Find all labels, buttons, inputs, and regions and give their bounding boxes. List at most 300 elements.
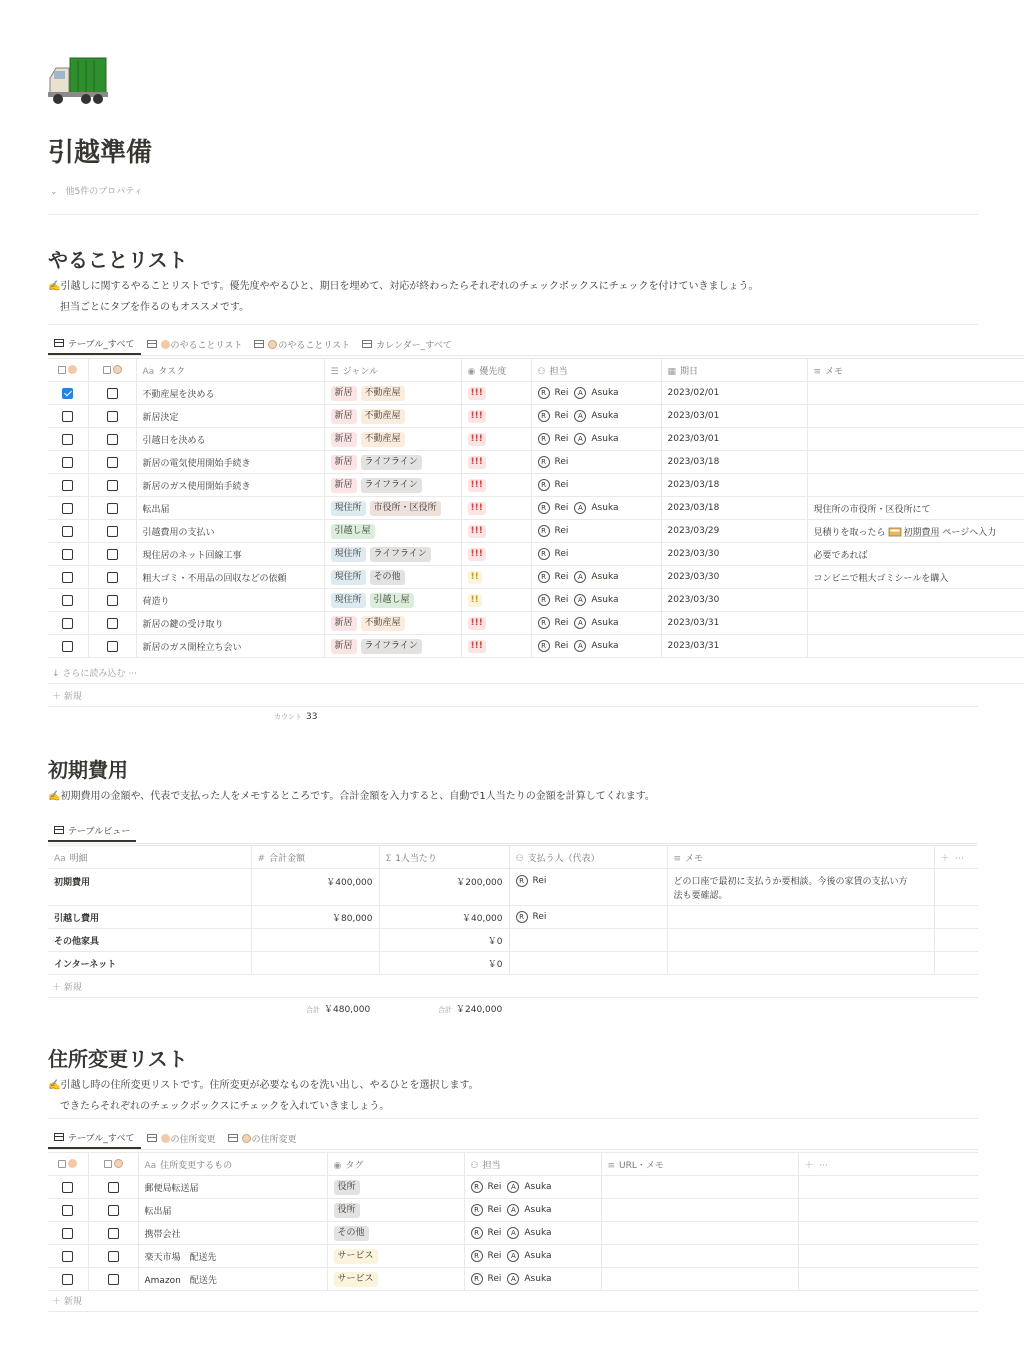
url-cell[interactable] [601,1268,798,1291]
table-row[interactable] [48,635,1024,658]
check-cell[interactable] [88,405,136,428]
tag[interactable]: 役所 [334,1180,360,1195]
per-person-cell[interactable]: ￥200,000 [379,869,509,906]
table-row[interactable] [48,1199,978,1222]
table-row[interactable] [48,428,1024,451]
check-cell[interactable] [48,382,88,405]
memo-cell[interactable] [667,906,934,929]
tag[interactable]: 新居 [331,455,357,470]
checkbox[interactable] [107,411,118,422]
owner-cell[interactable] [464,1245,601,1268]
tag-col-header[interactable]: ◉ タグ [327,1153,464,1176]
task-cell[interactable]: 現住居のネット回線工事 [136,543,324,566]
tag-cell[interactable] [327,1222,464,1245]
tag[interactable]: 引越し屋 [370,593,414,608]
check-cell[interactable] [48,474,88,497]
tag[interactable]: 不動産屋 [361,409,405,424]
checkbox[interactable] [62,1228,73,1239]
table-row[interactable] [48,952,978,975]
checkbox[interactable] [107,549,118,560]
per-person-cell[interactable]: ￥0 [379,952,509,975]
item-cell[interactable]: 楽天市場 配送先 [138,1245,327,1268]
memo-cell[interactable] [807,520,1024,543]
address-tab-1[interactable] [141,1127,222,1149]
check-cell[interactable] [48,1199,88,1222]
person-rei[interactable] [538,594,569,606]
url-cell[interactable] [601,1222,798,1245]
tag[interactable]: ライフライン [370,547,431,562]
priority-cell[interactable] [461,428,531,451]
tag[interactable]: 現住所 [331,593,366,608]
check-cell[interactable] [88,1222,138,1245]
person-asuka[interactable] [574,571,618,583]
check-cell[interactable] [48,543,88,566]
tag-cell[interactable] [327,1199,464,1222]
person-asuka[interactable] [574,617,618,629]
person-asuka[interactable] [507,1250,551,1262]
payer-cell[interactable] [509,906,667,929]
add-column-header[interactable] [798,1153,978,1176]
person-asuka[interactable] [574,387,618,399]
tag[interactable]: サービス [334,1249,378,1264]
checkbox[interactable] [107,641,118,652]
add-column-header[interactable] [934,846,978,869]
table-row[interactable] [48,451,1024,474]
checkbox[interactable] [107,434,118,445]
date-cell[interactable]: 2023/03/30 [661,543,807,566]
person-rei[interactable] [538,433,569,445]
person-asuka[interactable] [507,1273,551,1285]
owner-cell[interactable] [531,474,661,497]
genre-cell[interactable] [324,520,461,543]
table-row[interactable] [48,566,1024,589]
memo-cell[interactable] [667,869,934,906]
person-rei[interactable] [538,571,569,583]
payer-cell[interactable] [509,952,667,975]
owner-cell[interactable] [531,497,661,520]
checkbox[interactable] [62,434,73,445]
item-cell[interactable]: 引越し費用 [48,906,251,929]
checkbox[interactable] [62,388,73,399]
per-person-cell[interactable]: ￥0 [379,929,509,952]
memo-cell[interactable] [807,451,1024,474]
check-cell[interactable] [88,635,136,658]
owner-cell[interactable] [531,589,661,612]
memo-col-header[interactable]: ≡ メモ [807,359,1024,382]
task-cell[interactable]: 引越日を決める [136,428,324,451]
check-cell[interactable] [48,1245,88,1268]
check-col-header-2[interactable] [88,359,136,382]
checkbox[interactable] [62,457,73,468]
owner-cell[interactable] [464,1199,601,1222]
memo-cell[interactable] [807,612,1024,635]
item-cell[interactable]: インターネット [48,952,251,975]
table-row[interactable] [48,543,1024,566]
item-col-header[interactable]: Aa 住所変更するもの [138,1153,327,1176]
tag[interactable]: 不動産屋 [361,386,405,401]
checkbox[interactable] [108,1251,119,1262]
more-icon[interactable]: ··· [819,1160,828,1171]
address-tab-2[interactable] [222,1127,303,1149]
priority-cell[interactable] [461,497,531,520]
date-cell[interactable]: 2023/03/31 [661,612,807,635]
memo-cell[interactable] [807,543,1024,566]
genre-cell[interactable] [324,497,461,520]
date-col-header[interactable]: ▦ 期日 [661,359,807,382]
task-cell[interactable]: 不動産屋を決める [136,382,324,405]
task-cell[interactable]: 粗大ゴミ・不用品の回収などの依頼 [136,566,324,589]
date-cell[interactable]: 2023/03/29 [661,520,807,543]
cost-new-button[interactable]: ＋ 新規 [52,983,82,993]
table-row[interactable] [48,382,1024,405]
tag[interactable]: 役所 [334,1203,360,1218]
tag[interactable]: 新居 [331,432,357,447]
properties-toggle[interactable]: ⌄ 他5件のプロパティ [50,187,143,197]
payer-cell[interactable] [509,869,667,906]
person-asuka[interactable] [574,594,618,606]
url-cell[interactable] [601,1199,798,1222]
check-cell[interactable] [48,520,88,543]
priority-cell[interactable] [461,566,531,589]
date-cell[interactable]: 2023/03/31 [661,635,807,658]
table-row[interactable] [48,906,978,929]
checkbox[interactable] [62,549,73,560]
genre-cell[interactable] [324,612,461,635]
tag[interactable]: 新居 [331,616,357,631]
url-col-header[interactable]: ≡ URL・メモ [601,1153,798,1176]
task-cell[interactable]: 新居の鍵の受け取り [136,612,324,635]
memo-cell[interactable] [807,566,1024,589]
sum-per-person[interactable]: 合計 ￥240,000 [438,1005,503,1015]
task-cell[interactable]: 荷造り [136,589,324,612]
checkbox[interactable] [108,1228,119,1239]
task-cell[interactable]: 新居の電気使用開始手続き [136,451,324,474]
total-cell[interactable] [251,929,379,952]
tag[interactable]: 不動産屋 [361,616,405,631]
total-cell[interactable]: ￥400,000 [251,869,379,906]
check-cell[interactable] [88,1199,138,1222]
tag[interactable]: 市役所・区役所 [370,501,441,516]
todo-new-button[interactable]: ＋ 新規 [52,692,82,702]
person-rei[interactable] [538,525,569,537]
owner-cell[interactable] [464,1222,601,1245]
check-cell[interactable] [88,497,136,520]
date-cell[interactable]: 2023/02/01 [661,382,807,405]
priority-cell[interactable] [461,635,531,658]
payer-cell[interactable] [509,929,667,952]
address-new-button[interactable]: ＋ 新規 [52,1297,82,1307]
checkbox[interactable] [108,1205,119,1216]
owner-cell[interactable] [531,635,661,658]
payer-col-header[interactable]: ⚇ 支払う人（代表） [509,846,667,869]
priority-cell[interactable] [461,612,531,635]
check-cell[interactable] [48,1268,88,1291]
tab-table-view[interactable]: テーブルビュー [48,820,136,842]
person-rei[interactable] [538,456,569,468]
tag[interactable]: 新居 [331,386,357,401]
table-row[interactable] [48,1268,978,1291]
tag[interactable]: 現住所 [331,570,366,585]
tag-cell[interactable] [327,1268,464,1291]
url-cell[interactable] [601,1176,798,1199]
check-cell[interactable] [48,1176,88,1199]
priority-cell[interactable] [461,589,531,612]
owner-cell[interactable] [464,1268,601,1291]
item-cell[interactable]: 携帯会社 [138,1222,327,1245]
check-cell[interactable] [48,612,88,635]
priority-cell[interactable] [461,405,531,428]
checkbox[interactable] [62,1251,73,1262]
checkbox[interactable] [107,503,118,514]
owner-cell[interactable] [531,520,661,543]
check-cell[interactable] [88,1176,138,1199]
item-cell[interactable]: 郵便局転送届 [138,1176,327,1199]
person-asuka[interactable] [574,433,618,445]
table-row[interactable] [48,497,1024,520]
check-cell[interactable] [88,1245,138,1268]
tag[interactable]: 不動産屋 [361,432,405,447]
person-rei[interactable] [538,502,569,514]
memo-cell[interactable] [807,589,1024,612]
task-cell[interactable]: 引越費用の支払い [136,520,324,543]
person-asuka[interactable] [574,640,618,652]
table-row[interactable] [48,1176,978,1199]
genre-cell[interactable] [324,589,461,612]
table-row[interactable] [48,869,978,906]
check-cell[interactable] [48,1222,88,1245]
check-cell[interactable] [88,451,136,474]
checkbox[interactable] [107,388,118,399]
date-cell[interactable]: 2023/03/18 [661,497,807,520]
url-cell[interactable] [601,1245,798,1268]
task-cell[interactable]: 転出届 [136,497,324,520]
genre-cell[interactable] [324,428,461,451]
item-cell[interactable]: 転出届 [138,1199,327,1222]
table-row[interactable] [48,929,978,952]
total-cell[interactable]: ￥80,000 [251,906,379,929]
item-col-header[interactable]: Aa 明細 [48,846,251,869]
check-cell[interactable] [48,635,88,658]
memo-cell[interactable] [807,497,1024,520]
checkbox[interactable] [107,457,118,468]
memo-cell[interactable] [667,929,934,952]
load-more-button[interactable]: ↓ さらに読み込む ··· [52,669,137,679]
task-cell[interactable]: 新居のガス使用開始手続き [136,474,324,497]
genre-cell[interactable] [324,635,461,658]
checkbox[interactable] [107,572,118,583]
memo-cell[interactable] [807,405,1024,428]
owner-col-header[interactable]: ⚇ 担当 [464,1153,601,1176]
checkbox[interactable] [62,641,73,652]
memo-cell[interactable] [807,382,1024,405]
checkbox[interactable] [62,480,73,491]
check-cell[interactable] [48,589,88,612]
check-cell[interactable] [88,589,136,612]
address-tab-0[interactable] [48,1127,141,1149]
table-row[interactable] [48,612,1024,635]
priority-cell[interactable] [461,382,531,405]
owner-cell[interactable] [531,382,661,405]
person-rei[interactable] [538,387,569,399]
checkbox[interactable] [108,1182,119,1193]
priority-col-header[interactable]: ◉ 優先度 [461,359,531,382]
item-cell[interactable]: Amazon 配送先 [138,1268,327,1291]
table-row[interactable] [48,405,1024,428]
person-rei[interactable] [538,479,569,491]
check-col-header-1[interactable] [48,1153,88,1176]
priority-cell[interactable] [461,520,531,543]
task-col-header[interactable]: Aa タスク [136,359,324,382]
tag[interactable]: ライフライン [361,639,422,654]
memo-cell[interactable] [807,474,1024,497]
check-cell[interactable] [88,1268,138,1291]
priority-cell[interactable] [461,543,531,566]
person-asuka[interactable] [574,502,618,514]
person-rei[interactable] [471,1204,502,1216]
check-cell[interactable] [88,612,136,635]
owner-cell[interactable] [531,451,661,474]
person-rei[interactable] [471,1250,502,1262]
date-cell[interactable]: 2023/03/01 [661,405,807,428]
per-person-cell[interactable]: ￥40,000 [379,906,509,929]
check-cell[interactable] [88,382,136,405]
per-person-col-header[interactable]: Σ 1人当たり [379,846,509,869]
todo-tab-3[interactable] [356,333,458,355]
date-cell[interactable]: 2023/03/01 [661,428,807,451]
table-row[interactable] [48,1222,978,1245]
page-link[interactable]: 初期費用 [903,527,940,538]
check-cell[interactable] [48,405,88,428]
tag[interactable]: 新居 [331,409,357,424]
owner-cell[interactable] [531,405,661,428]
date-cell[interactable]: 2023/03/30 [661,589,807,612]
owner-cell[interactable] [531,543,661,566]
person-asuka[interactable] [507,1181,551,1193]
check-cell[interactable] [48,566,88,589]
checkbox[interactable] [62,618,73,629]
plus-icon[interactable]: ＋ [804,1160,814,1171]
todo-count[interactable]: カウント 33 [274,712,318,722]
genre-cell[interactable] [324,382,461,405]
total-col-header[interactable]: # 合計金額 [251,846,379,869]
table-row[interactable] [48,520,1024,543]
genre-cell[interactable] [324,474,461,497]
priority-cell[interactable] [461,451,531,474]
tag[interactable]: 現住所 [331,547,366,562]
genre-col-header[interactable]: ☰ ジャンル [324,359,461,382]
tag[interactable]: サービス [334,1272,378,1287]
checkbox[interactable] [108,1274,119,1285]
memo-col-header[interactable]: ≡ メモ [667,846,934,869]
check-col-header-2[interactable] [88,1153,138,1176]
memo-cell[interactable] [807,635,1024,658]
table-row[interactable] [48,589,1024,612]
priority-cell[interactable] [461,474,531,497]
checkbox[interactable] [62,1182,73,1193]
person-rei[interactable] [471,1181,502,1193]
sum-total[interactable]: 合計 ￥480,000 [306,1005,371,1015]
todo-tab-1[interactable] [141,333,249,355]
check-cell[interactable] [88,428,136,451]
genre-cell[interactable] [324,543,461,566]
more-icon[interactable]: ··· [955,853,964,864]
check-cell[interactable] [88,543,136,566]
owner-col-header[interactable]: ⚇ 担当 [531,359,661,382]
checkbox[interactable] [62,526,73,537]
check-cell[interactable] [48,451,88,474]
table-row[interactable] [48,474,1024,497]
owner-cell[interactable] [464,1176,601,1199]
person-rei[interactable] [516,911,547,923]
owner-cell[interactable] [531,612,661,635]
plus-icon[interactable]: ＋ [940,853,950,864]
genre-cell[interactable] [324,451,461,474]
tag[interactable]: ライフライン [361,455,422,470]
tag-cell[interactable] [327,1245,464,1268]
date-cell[interactable]: 2023/03/18 [661,474,807,497]
todo-tab-2[interactable] [248,333,356,355]
todo-tab-0[interactable] [48,333,141,355]
owner-cell[interactable] [531,428,661,451]
person-asuka[interactable] [507,1204,551,1216]
check-cell[interactable] [48,428,88,451]
person-rei[interactable] [538,617,569,629]
date-cell[interactable]: 2023/03/30 [661,566,807,589]
checkbox[interactable] [62,411,73,422]
check-cell[interactable] [88,566,136,589]
checkbox[interactable] [107,480,118,491]
tag[interactable]: 現住所 [331,501,366,516]
checkbox[interactable] [62,1205,73,1216]
total-cell[interactable] [251,952,379,975]
person-asuka[interactable] [507,1227,551,1239]
checkbox[interactable] [107,618,118,629]
item-cell[interactable]: その他家具 [48,929,251,952]
tag[interactable]: 新居 [331,639,357,654]
person-rei[interactable] [538,410,569,422]
genre-cell[interactable] [324,566,461,589]
person-rei[interactable] [471,1273,502,1285]
owner-cell[interactable] [531,566,661,589]
tag[interactable]: 引越し屋 [331,524,375,539]
checkbox[interactable] [107,595,118,606]
check-cell[interactable] [88,474,136,497]
tag[interactable]: その他 [334,1226,369,1241]
person-rei[interactable] [471,1227,502,1239]
task-cell[interactable]: 新居のガス開栓立ち会い [136,635,324,658]
check-cell[interactable] [88,520,136,543]
person-rei[interactable] [538,640,569,652]
memo-cell[interactable] [807,428,1024,451]
tag[interactable]: ライフライン [361,478,422,493]
check-cell[interactable] [48,497,88,520]
date-cell[interactable]: 2023/03/18 [661,451,807,474]
tag[interactable]: その他 [370,570,405,585]
genre-cell[interactable] [324,405,461,428]
tag[interactable]: 新居 [331,478,357,493]
person-rei[interactable] [516,875,547,887]
checkbox[interactable] [62,595,73,606]
task-cell[interactable]: 新居決定 [136,405,324,428]
checkbox[interactable] [62,503,73,514]
table-row[interactable] [48,1245,978,1268]
checkbox[interactable] [62,572,73,583]
item-cell[interactable]: 初期費用 [48,869,251,906]
person-rei[interactable] [538,548,569,560]
checkbox[interactable] [62,1274,73,1285]
memo-cell[interactable] [667,952,934,975]
tag-cell[interactable] [327,1176,464,1199]
